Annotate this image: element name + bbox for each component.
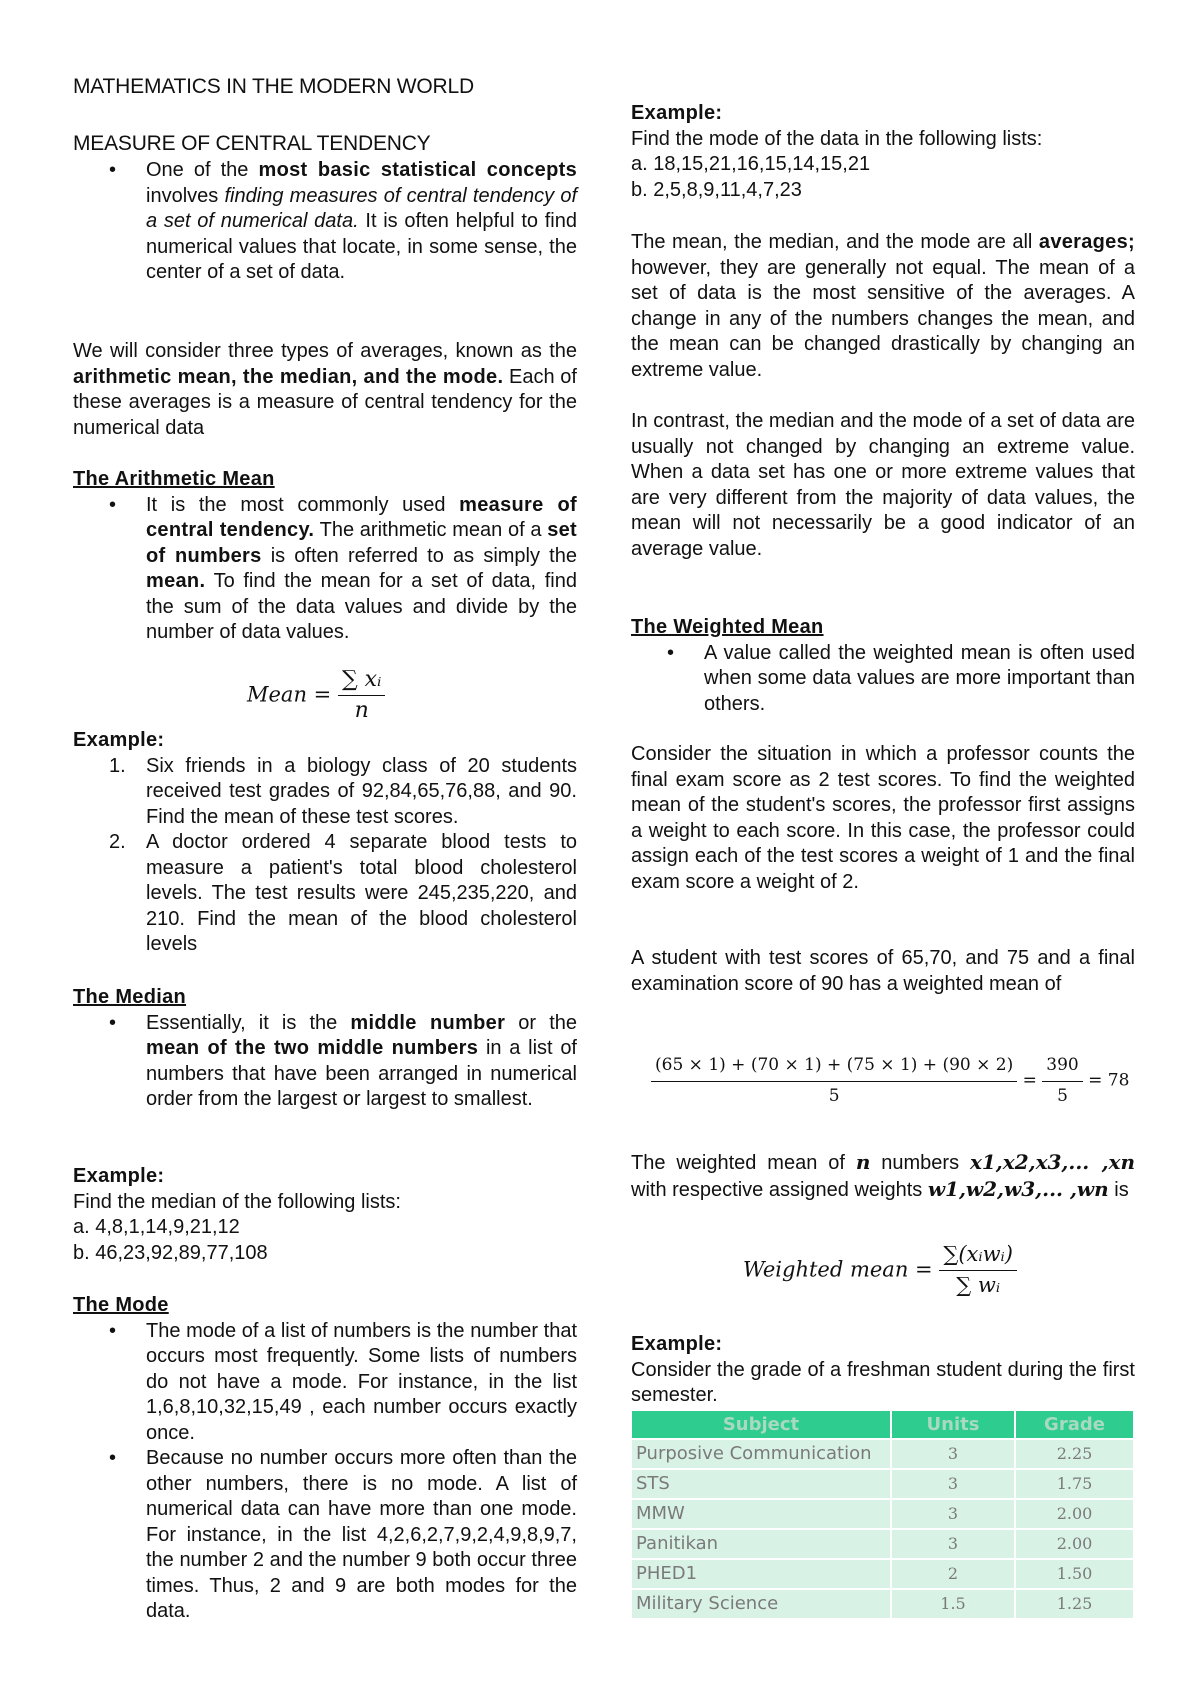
table-row: Purposive Communication 3 2.25 — [632, 1439, 1134, 1469]
example-label: Example: — [631, 1333, 723, 1355]
weighted-example: Example: Consider the grade of a freshman student during the first semester. — [631, 1333, 1135, 1406]
example-label: Example: — [631, 102, 723, 124]
compare-paragraph: The mean, the median, and the mode are all averages; however, they are generally not equal. The mean of a set of data is the most sensitive of the averages. A change in any of the numbers changes the mean, and the mean can be changed drastically by changing an extreme value. — [631, 231, 1135, 381]
mode-bullet: • Because no number occurs more often than the other numbers, there is no mode. A list of numerical data can have more than one mode. For instance, in the list 4,2,6,2,7,9,2,4,9,8,9,7, the number 2 and the number 9 both occur three times. Thus, 2 and 9 are both modes for the data. — [73, 1446, 577, 1625]
table-row: Military Science 1.5 1.25 — [632, 1589, 1134, 1618]
mean-formula: Mean = $\frac{\text{∑ xᵢ}}{n}$ — [247, 667, 385, 723]
arithmetic-mean-section — [73, 467, 577, 646]
averages-paragraph: We will consider three types of averages, known as the arithmetic mean, the median, and the mode. Each of these averages is a measure of central tendency for the numerical data — [73, 340, 577, 439]
section-title: MEASURE OF CENTRAL TENDENCY — [73, 132, 431, 155]
mode-bullet: • The mode of a list of numbers is the number that occurs most frequently. Some lists of numbers do not have a mode. For instance, in the list 1,6,8,10,32,15,49 , each number occurs exactly once. — [73, 1319, 577, 1447]
mode-heading: The Mode — [73, 1294, 169, 1316]
arithmetic-mean-bullet: • It is the most commonly used measure of central tendency. The arithmetic mean of a set of numbers is often referred to as simply the mean. To find the mean for a set of data, find the sum of the data values and divide by the number of data values. — [73, 493, 577, 646]
mode-example: Example: Find the mode of the data in the following lists: a. 18,15,21,16,15,14,15,21 b. 2,5,8,9,11,4,7,23 — [631, 101, 1135, 203]
median-section — [73, 985, 577, 1113]
table-header-row — [632, 1411, 1134, 1439]
document-title: MATHEMATICS IN THE MODERN WORLD — [73, 75, 474, 98]
table-header-units: Units — [891, 1411, 1015, 1439]
intro-section — [73, 158, 577, 286]
grades-table — [632, 1411, 1135, 1618]
weighted-mean-heading: The Weighted Mean — [631, 616, 824, 638]
mean-examples — [73, 728, 577, 958]
mean-example-item: 2. A doctor ordered 4 separate blood tests to measure a patient's total blood cholesterol levels. The test results were 245,235,220, and 210. Find the mean of the blood cholesterol levels — [109, 831, 577, 955]
weighted-para-1: Consider the situation in which a professor counts the final exam score as 2 test scores. To find the weighted mean of the student's scores, the professor first assigns a weight to each score. In this case, the professor could assign each of the test scores a weight of 1 and the final exam score a weight of 2. — [631, 743, 1135, 893]
example-label: Example: — [73, 729, 165, 751]
mean-example-item: 1. Six friends in a biology class of 20 students received test grades of 92,84,65,76,88, and 90. Find the mean of these test scores. — [109, 754, 577, 828]
median-example: Example: Find the median of the following lists: a. 4,8,1,14,9,21,12 b. 46,23,92,89,77,108 — [73, 1164, 577, 1266]
median-bullet: • Essentially, it is the middle number or the mean of the two middle numbers in a list of numbers that have been arranged in numerical order from the largest or largest to smallest. — [73, 1011, 577, 1113]
intro-bullet: • One of the most basic statistical concepts involves finding measures of central tendency of a set of numerical data. It is often helpful to find numerical values that locate, in some sense, the center of a set of data. — [73, 158, 577, 286]
weighted-mean-bullet: • A value called the weighted mean is often used when some data values are more important than others. — [631, 641, 1135, 718]
weighted-mean-formula: Weighted mean = $\frac{\text{∑(xᵢwᵢ)}}{\text{∑ wᵢ}}$ — [743, 1242, 1017, 1298]
example-label: Example: — [73, 1165, 165, 1187]
table-row: Panitikan 3 2.00 — [632, 1529, 1134, 1559]
table-row: MMW 3 2.00 — [632, 1499, 1134, 1529]
contrast-paragraph: In contrast, the median and the mode of a set of data are usually not changed by changing an extreme value. When a data set has one or more extreme values that are very different from the majority of data values, the mean will not necessarily be a good indicator of an average value. — [631, 410, 1135, 560]
median-heading: The Median — [73, 986, 187, 1008]
table-header-grade: Grade — [1015, 1411, 1134, 1439]
mode-section — [73, 1293, 577, 1625]
weighted-mean-section — [631, 615, 1135, 717]
table-header-subject: Subject — [632, 1411, 891, 1439]
table-row: STS 3 1.75 — [632, 1469, 1134, 1499]
arithmetic-mean-heading: The Arithmetic Mean — [73, 468, 275, 490]
weighted-para-3: The weighted mean of n numbers x1,x2,x3,... ,xn with respective assigned weights w1,w2,w3,... ,wn is — [631, 1150, 1135, 1201]
weighted-calculation: $\frac{(65 \times 1) + (70 \times 1) + (75 \times 1) + (90 \times 2)}{5}$ = $\frac{390}{5}$ = 78 — [651, 1053, 1129, 1109]
table-row: PHED1 2 1.50 — [632, 1559, 1134, 1589]
weighted-para-2: A student with test scores of 65,70, and 75 and a final examination score of 90 has a weighted mean of — [631, 947, 1135, 995]
